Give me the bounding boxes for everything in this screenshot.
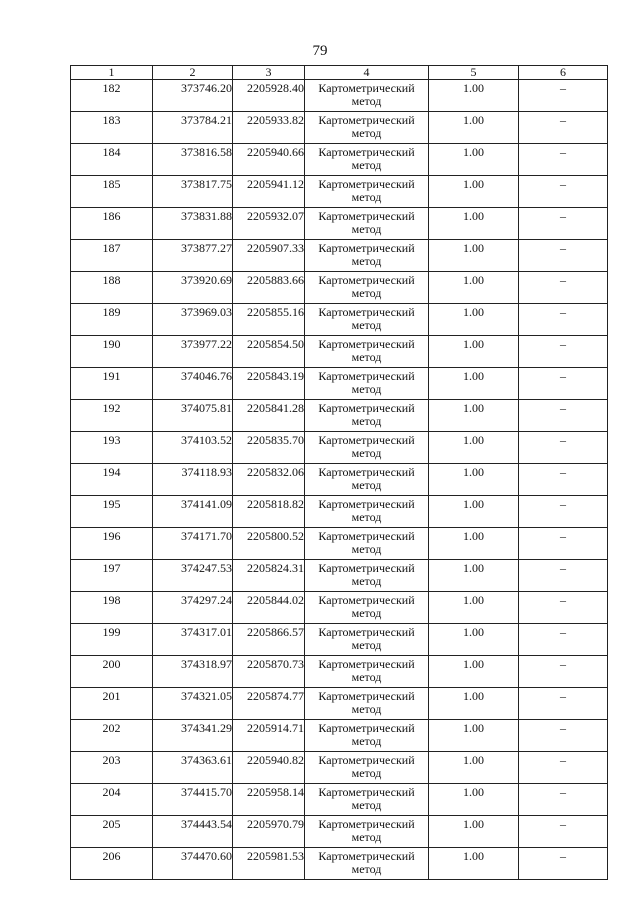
y-coordinate-cell: 2205940.66 bbox=[233, 144, 305, 176]
table-row bbox=[71, 336, 608, 368]
accuracy-cell: 1.00 bbox=[429, 176, 519, 208]
y-coordinate-cell: 2205800.52 bbox=[233, 528, 305, 560]
point-number-cell: 198 bbox=[71, 592, 153, 624]
accuracy-cell: 1.00 bbox=[429, 656, 519, 688]
method-line-1: Картометрический bbox=[318, 145, 415, 159]
page-number: 79 bbox=[312, 43, 328, 59]
accuracy-cell: 1.00 bbox=[429, 720, 519, 752]
note-cell: – bbox=[519, 304, 608, 336]
note-cell: – bbox=[519, 752, 608, 784]
point-number-cell: 192 bbox=[71, 400, 153, 432]
method-cell bbox=[305, 80, 429, 112]
method-line-1: Картометрический bbox=[318, 337, 415, 351]
method-line-1: Картометрический bbox=[318, 273, 415, 287]
method-line-1: Картометрический bbox=[318, 689, 415, 703]
accuracy-cell: 1.00 bbox=[429, 784, 519, 816]
method-line-2: метод bbox=[351, 414, 382, 428]
method-line-1: Картометрический bbox=[318, 209, 415, 223]
x-coordinate-cell: 374415.70 bbox=[153, 784, 233, 816]
y-coordinate-cell: 2205928.40 bbox=[233, 80, 305, 112]
table-row bbox=[71, 432, 608, 464]
method-line-1: Картометрический bbox=[318, 241, 415, 255]
x-coordinate-cell: 374321.05 bbox=[153, 688, 233, 720]
method-line-1: Картометрический bbox=[318, 817, 415, 831]
x-coordinate-cell: 373977.22 bbox=[153, 336, 233, 368]
column-header-5: 5 bbox=[429, 66, 519, 80]
point-number-cell: 197 bbox=[71, 560, 153, 592]
y-coordinate-cell: 2205841.28 bbox=[233, 400, 305, 432]
method-cell bbox=[305, 336, 429, 368]
method-cell bbox=[305, 656, 429, 688]
note-cell: – bbox=[519, 336, 608, 368]
y-coordinate-cell: 2205844.02 bbox=[233, 592, 305, 624]
method-line-2: метод bbox=[351, 606, 382, 620]
note-cell: – bbox=[519, 816, 608, 848]
x-coordinate-cell: 374317.01 bbox=[153, 624, 233, 656]
x-coordinate-cell: 374075.81 bbox=[153, 400, 233, 432]
method-cell bbox=[305, 560, 429, 592]
y-coordinate-cell: 2205940.82 bbox=[233, 752, 305, 784]
table-row bbox=[71, 624, 608, 656]
point-number-cell: 195 bbox=[71, 496, 153, 528]
method-cell bbox=[305, 176, 429, 208]
table-row bbox=[71, 688, 608, 720]
note-cell: – bbox=[519, 560, 608, 592]
method-cell bbox=[305, 240, 429, 272]
y-coordinate-cell: 2205981.53 bbox=[233, 848, 305, 880]
x-coordinate-cell: 373816.58 bbox=[153, 144, 233, 176]
point-number-cell: 190 bbox=[71, 336, 153, 368]
method-line-2: метод bbox=[351, 94, 382, 108]
accuracy-cell: 1.00 bbox=[429, 272, 519, 304]
method-cell bbox=[305, 496, 429, 528]
x-coordinate-cell: 374141.09 bbox=[153, 496, 233, 528]
method-cell bbox=[305, 304, 429, 336]
table-row bbox=[71, 816, 608, 848]
x-coordinate-cell: 374470.60 bbox=[153, 848, 233, 880]
method-line-2: метод bbox=[351, 542, 382, 556]
y-coordinate-cell: 2205970.79 bbox=[233, 816, 305, 848]
accuracy-cell: 1.00 bbox=[429, 496, 519, 528]
method-line-2: метод bbox=[351, 478, 382, 492]
x-coordinate-cell: 374443.54 bbox=[153, 816, 233, 848]
accuracy-cell: 1.00 bbox=[429, 368, 519, 400]
point-number-cell: 206 bbox=[71, 848, 153, 880]
note-cell: – bbox=[519, 80, 608, 112]
method-cell bbox=[305, 400, 429, 432]
method-cell bbox=[305, 272, 429, 304]
method-cell bbox=[305, 816, 429, 848]
note-cell: – bbox=[519, 208, 608, 240]
table-row bbox=[71, 784, 608, 816]
x-coordinate-cell: 373817.75 bbox=[153, 176, 233, 208]
method-line-1: Картометрический bbox=[318, 785, 415, 799]
method-line-2: метод bbox=[351, 638, 382, 652]
point-number-cell: 196 bbox=[71, 528, 153, 560]
method-line-2: метод bbox=[351, 702, 382, 716]
method-line-2: метод bbox=[351, 446, 382, 460]
column-header-6: 6 bbox=[519, 66, 608, 80]
point-number-cell: 202 bbox=[71, 720, 153, 752]
table-body bbox=[71, 80, 608, 880]
y-coordinate-cell: 2205870.73 bbox=[233, 656, 305, 688]
method-line-1: Картометрический bbox=[318, 433, 415, 447]
method-cell bbox=[305, 688, 429, 720]
method-line-2: метод bbox=[351, 190, 382, 204]
method-line-1: Картометрический bbox=[318, 721, 415, 735]
note-cell: – bbox=[519, 176, 608, 208]
x-coordinate-cell: 374046.76 bbox=[153, 368, 233, 400]
point-number-cell: 205 bbox=[71, 816, 153, 848]
note-cell: – bbox=[519, 432, 608, 464]
accuracy-cell: 1.00 bbox=[429, 592, 519, 624]
point-number-cell: 183 bbox=[71, 112, 153, 144]
note-cell: – bbox=[519, 368, 608, 400]
x-coordinate-cell: 373831.88 bbox=[153, 208, 233, 240]
table-row bbox=[71, 304, 608, 336]
table-row bbox=[71, 752, 608, 784]
table-row bbox=[71, 144, 608, 176]
method-line-1: Картометрический bbox=[318, 593, 415, 607]
method-line-2: метод bbox=[351, 318, 382, 332]
note-cell: – bbox=[519, 496, 608, 528]
x-coordinate-cell: 373877.27 bbox=[153, 240, 233, 272]
y-coordinate-cell: 2205932.07 bbox=[233, 208, 305, 240]
method-line-1: Картометрический bbox=[318, 657, 415, 671]
table-row bbox=[71, 656, 608, 688]
column-header-4: 4 bbox=[305, 66, 429, 80]
x-coordinate-cell: 374363.61 bbox=[153, 752, 233, 784]
method-cell bbox=[305, 592, 429, 624]
method-cell bbox=[305, 752, 429, 784]
y-coordinate-cell: 2205941.12 bbox=[233, 176, 305, 208]
method-line-2: метод bbox=[351, 862, 382, 876]
method-line-2: метод bbox=[351, 670, 382, 684]
table-row bbox=[71, 720, 608, 752]
method-line-1: Картометрический bbox=[318, 305, 415, 319]
method-cell bbox=[305, 432, 429, 464]
accuracy-cell: 1.00 bbox=[429, 624, 519, 656]
y-coordinate-cell: 2205958.14 bbox=[233, 784, 305, 816]
note-cell: – bbox=[519, 240, 608, 272]
accuracy-cell: 1.00 bbox=[429, 752, 519, 784]
method-line-2: метод bbox=[351, 734, 382, 748]
accuracy-cell: 1.00 bbox=[429, 400, 519, 432]
method-cell bbox=[305, 720, 429, 752]
method-line-2: метод bbox=[351, 222, 382, 236]
point-number-cell: 189 bbox=[71, 304, 153, 336]
accuracy-cell: 1.00 bbox=[429, 336, 519, 368]
column-header-1: 1 bbox=[71, 66, 153, 80]
note-cell: – bbox=[519, 528, 608, 560]
table-row bbox=[71, 400, 608, 432]
table-row bbox=[71, 592, 608, 624]
point-number-cell: 184 bbox=[71, 144, 153, 176]
method-cell bbox=[305, 464, 429, 496]
method-line-2: метод bbox=[351, 798, 382, 812]
accuracy-cell: 1.00 bbox=[429, 432, 519, 464]
method-line-1: Картометрический bbox=[318, 177, 415, 191]
method-line-2: метод bbox=[351, 510, 382, 524]
method-line-2: метод bbox=[351, 574, 382, 588]
method-line-2: метод bbox=[351, 126, 382, 140]
accuracy-cell: 1.00 bbox=[429, 528, 519, 560]
table-row bbox=[71, 112, 608, 144]
point-number-cell: 204 bbox=[71, 784, 153, 816]
method-cell bbox=[305, 624, 429, 656]
method-line-1: Картометрический bbox=[318, 401, 415, 415]
note-cell: – bbox=[519, 720, 608, 752]
method-line-2: метод bbox=[351, 766, 382, 780]
method-line-1: Картометрический bbox=[318, 561, 415, 575]
x-coordinate-cell: 373746.20 bbox=[153, 80, 233, 112]
accuracy-cell: 1.00 bbox=[429, 112, 519, 144]
x-coordinate-cell: 374318.97 bbox=[153, 656, 233, 688]
method-cell bbox=[305, 208, 429, 240]
accuracy-cell: 1.00 bbox=[429, 304, 519, 336]
point-number-cell: 201 bbox=[71, 688, 153, 720]
y-coordinate-cell: 2205907.33 bbox=[233, 240, 305, 272]
note-cell: – bbox=[519, 592, 608, 624]
y-coordinate-cell: 2205854.50 bbox=[233, 336, 305, 368]
coordinates-table bbox=[70, 65, 608, 880]
x-coordinate-cell: 374247.53 bbox=[153, 560, 233, 592]
table-row bbox=[71, 80, 608, 112]
y-coordinate-cell: 2205874.77 bbox=[233, 688, 305, 720]
y-coordinate-cell: 2205883.66 bbox=[233, 272, 305, 304]
table-row bbox=[71, 176, 608, 208]
note-cell: – bbox=[519, 464, 608, 496]
method-line-2: метод bbox=[351, 254, 382, 268]
method-line-2: метод bbox=[351, 158, 382, 172]
method-cell bbox=[305, 368, 429, 400]
note-cell: – bbox=[519, 656, 608, 688]
method-line-2: метод bbox=[351, 350, 382, 364]
method-line-1: Картометрический bbox=[318, 81, 415, 95]
method-line-1: Картометрический bbox=[318, 369, 415, 383]
accuracy-cell: 1.00 bbox=[429, 816, 519, 848]
method-cell bbox=[305, 112, 429, 144]
note-cell: – bbox=[519, 272, 608, 304]
y-coordinate-cell: 2205866.57 bbox=[233, 624, 305, 656]
table-row bbox=[71, 848, 608, 880]
table-row bbox=[71, 368, 608, 400]
point-number-cell: 191 bbox=[71, 368, 153, 400]
y-coordinate-cell: 2205855.16 bbox=[233, 304, 305, 336]
table-row bbox=[71, 240, 608, 272]
method-line-2: метод bbox=[351, 830, 382, 844]
point-number-cell: 203 bbox=[71, 752, 153, 784]
table-row bbox=[71, 528, 608, 560]
method-cell bbox=[305, 784, 429, 816]
accuracy-cell: 1.00 bbox=[429, 464, 519, 496]
accuracy-cell: 1.00 bbox=[429, 208, 519, 240]
table-row bbox=[71, 464, 608, 496]
note-cell: – bbox=[519, 624, 608, 656]
method-line-1: Картометрический bbox=[318, 465, 415, 479]
point-number-cell: 200 bbox=[71, 656, 153, 688]
table-row bbox=[71, 496, 608, 528]
method-line-1: Картометрический bbox=[318, 753, 415, 767]
point-number-cell: 193 bbox=[71, 432, 153, 464]
y-coordinate-cell: 2205835.70 bbox=[233, 432, 305, 464]
x-coordinate-cell: 374341.29 bbox=[153, 720, 233, 752]
point-number-cell: 187 bbox=[71, 240, 153, 272]
y-coordinate-cell: 2205832.06 bbox=[233, 464, 305, 496]
x-coordinate-cell: 373920.69 bbox=[153, 272, 233, 304]
point-number-cell: 185 bbox=[71, 176, 153, 208]
method-line-1: Картометрический bbox=[318, 849, 415, 863]
column-header-3: 3 bbox=[233, 66, 305, 80]
method-line-2: метод bbox=[351, 382, 382, 396]
note-cell: – bbox=[519, 688, 608, 720]
note-cell: – bbox=[519, 848, 608, 880]
x-coordinate-cell: 374118.93 bbox=[153, 464, 233, 496]
y-coordinate-cell: 2205914.71 bbox=[233, 720, 305, 752]
x-coordinate-cell: 374297.24 bbox=[153, 592, 233, 624]
point-number-cell: 194 bbox=[71, 464, 153, 496]
method-cell bbox=[305, 144, 429, 176]
accuracy-cell: 1.00 bbox=[429, 688, 519, 720]
note-cell: – bbox=[519, 400, 608, 432]
accuracy-cell: 1.00 bbox=[429, 80, 519, 112]
note-cell: – bbox=[519, 784, 608, 816]
method-line-2: метод bbox=[351, 286, 382, 300]
x-coordinate-cell: 373784.21 bbox=[153, 112, 233, 144]
y-coordinate-cell: 2205824.31 bbox=[233, 560, 305, 592]
table-row bbox=[71, 272, 608, 304]
y-coordinate-cell: 2205933.82 bbox=[233, 112, 305, 144]
point-number-cell: 186 bbox=[71, 208, 153, 240]
table-row bbox=[71, 560, 608, 592]
x-coordinate-cell: 374171.70 bbox=[153, 528, 233, 560]
y-coordinate-cell: 2205818.82 bbox=[233, 496, 305, 528]
table-header-row bbox=[71, 66, 608, 80]
accuracy-cell: 1.00 bbox=[429, 560, 519, 592]
x-coordinate-cell: 374103.52 bbox=[153, 432, 233, 464]
x-coordinate-cell: 373969.03 bbox=[153, 304, 233, 336]
point-number-cell: 182 bbox=[71, 80, 153, 112]
accuracy-cell: 1.00 bbox=[429, 144, 519, 176]
accuracy-cell: 1.00 bbox=[429, 848, 519, 880]
accuracy-cell: 1.00 bbox=[429, 240, 519, 272]
method-cell bbox=[305, 528, 429, 560]
method-line-1: Картометрический bbox=[318, 497, 415, 511]
table-row bbox=[71, 208, 608, 240]
point-number-cell: 188 bbox=[71, 272, 153, 304]
point-number-cell: 199 bbox=[71, 624, 153, 656]
method-line-1: Картометрический bbox=[318, 625, 415, 639]
column-header-2: 2 bbox=[153, 66, 233, 80]
note-cell: – bbox=[519, 112, 608, 144]
note-cell: – bbox=[519, 144, 608, 176]
method-line-1: Картометрический bbox=[318, 113, 415, 127]
method-line-1: Картометрический bbox=[318, 529, 415, 543]
method-cell bbox=[305, 848, 429, 880]
y-coordinate-cell: 2205843.19 bbox=[233, 368, 305, 400]
